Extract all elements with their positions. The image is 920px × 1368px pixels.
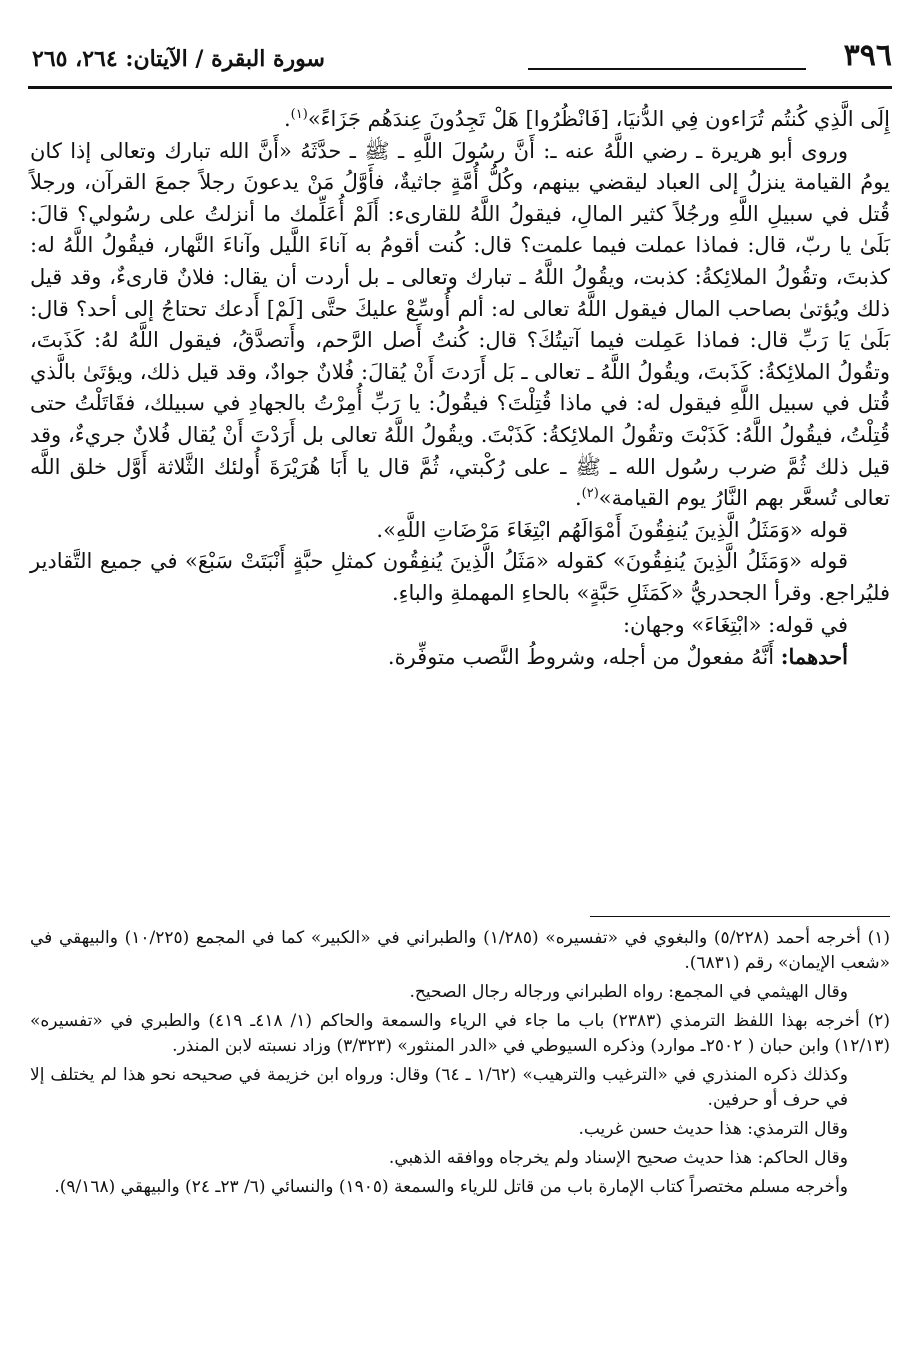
footnote-separator [590,916,890,917]
footnote-2-note-mundhiri: وكذلك ذكره المنذري في «الترغيب والترهيب» (١/٦٢ ـ ٦٤) وقال: ورواه ابن خزيمة في صحيحه نحو هذا لم يختلف إلا في حرف أو حرفين. [30,1065,849,1110]
paragraph-quote-end: إِلَى الَّذِي كُنتُم تُرَاءون فِي الدُّنيَا، [فَانْظُرُوا] هَلْ تَجِدُونَ عِندَهُم جَزَاءً»$^{(١)}$. [283,107,890,131]
footnote-2-note-hakim: وقال الحاكم: هذا حديث صحيح الإسناد ولم يخرجاه ووافقه الذهبي. [388,1148,848,1168]
paragraph-grammar: في قوله: «ابْتِغَاءَ» وجهان: [622,612,848,637]
paragraph-commentary: قوله «وَمَثَلُ الَّذِينَ يُنفِقُونَ» كقوله «مَثَلُ الَّذِينَ يُنفِقُون كمثلِ حبَّةٍ أَنْبَتَتْ سَبْعَ» في جميع التَّقادير فليُراجع. وقرأ الجحدريُّ «كَمَثَلِ حَبَّةٍ» بالحاءِ المهملةِ والباءِ. [30,549,890,605]
page-header [28,36,892,88]
page-number: ٣٩٦ [843,38,892,73]
paragraph-text: وروى أبو هريرة ـ رضي اللَّهُ عنه ـ: أَنَّ رسُولَ اللَّهِ ـ ﷺ ـ حدَّثَهُ «أَنَّ الله تبارك وتعالى إذا كان يومُ القيامة ينزلُ إلى العباد ليقضي بينهم، وكُلُّ أُمَّةٍ جاثيةٌ، فأَوَّلُ مَنْ يدعونَ رجلاً جمعَ القرآن، ورجلاً قُتل في سبيلِ اللَّهِ ورجُلاً كثير المالِ، فيقولُ اللَّهُ للقارىء: أَلَمْ أُعَلِّمك ما أنزلتُ على رسُولي؟ قالَ: بَلَىٰ يا ربّ، قال: فماذا عملت فيما علمت؟ قال: كُنت أقومُ به آناءَ اللَّيل وآناءَ النَّهار، فيقُولُ اللَّهُ له: كذبتَ، وتقُولُ الملائِكةُ: كذبت، ويقُولُ اللَّهُ ـ تبارك وتعالى ـ بل أردت أن يقال: فلانٌ قارىءٌ، وقد قيل ذلك ويُؤتىٰ بصاحب المال فيقول اللَّهُ تعالى له: ألم أُوسِّعْ عليكَ حتَّى [لَمْ] أَدعك تحتاجُ إلى أحد؟ قال: بَلَىٰ يَا رَبِّ قال: فماذا عَمِلت فيما آتيتُكَ؟ قال: كُنتُ أَصل الرَّحم، وأَتصدَّقُ، فيقول اللَّهُ لهُ: كَذَبتَ، وتقُولُ الملائِكةُ: كَذَبتَ، ويقُولُ اللَّهُ ـ تعالى ـ بَل أَرَدتَ أَنْ يُقالَ: فُلانٌ جوادٌ، وقد قيل ذلك، ويؤتَىٰ بالَّذي قُتل في سبيل اللَّهِ فيقول له: في ماذا قُتِلْتَ؟ فيقُولُ: يا رَبِّ أُمِرْتُ بالجهادِ في سبيلك، فقَاتَلْتُ حتى قُتِلْتُ، فيقُولُ اللَّهُ: كَذَبْتَ وتقُولُ الملائِكةُ: كَذَبْتَ. ويقُولُ اللَّهُ تعالى بل أَرَدْتَ أَنْ يُقال فُلانٌ جريءٌ، وقد قيل ذلك ثُمَّ ضرب رسُول الله ـ ﷺ ـ على رُكْبتي، ثُمَّ قال يا أَبَا هُرَيْرَةَ أُولئك الثَّلاثة أَوَّل خلق اللَّه تعالى تُسعَّر بهم النَّارُ يوم القيامة» [30,138,890,511]
paragraph-text: إِلَى الَّذِي كُنتُم تُرَاءون فِي الدُّنيَا، [فَانْظُرُوا] هَلْ تَجِدُونَ عِندَهُم جَزَاءً» [307,107,890,131]
footnote-2: (٢) أخرجه بهذا اللفظ الترمذي (٢٣٨٣) باب ما جاء في الرياء والسمعة والحاكم (١/ ٤١٨ـ ٤١٩) والطبري في «تفسيره» (١٢/١٣) وابن حبان ( ٢٥٠٢ـ موارد) وذكره السيوطي في «الدر المنثور» (٣/٣٢٣) وزاد نسبته لابن المنذر. [30,1011,890,1056]
header-dash-line [528,68,806,70]
header-rule [28,86,892,89]
footnote-1: (١) أخرجه أحمد (٥/٢٢٨) والبغوي في «تفسيره» (١/٢٨٥) والطبراني في «الكبير» كما في المجمع (١٠/٢٢٥) والبيهقي في «شعب الإيمان» رقم (٦٨٣١). [30,928,890,973]
footnote-1-note: وقال الهيثمي في المجمع: رواه الطبراني ورجاله رجال الصحيح. [409,982,848,1002]
footnote-ref-2[interactable]: (٢) [581,486,599,502]
first-view-label: أحدهما: [780,644,848,670]
main-text [30,104,890,674]
footnote-2-note-tirmidhi: وقال الترمذي: هذا حديث حسن غريب. [578,1119,848,1139]
paragraph-hadith: وروى أبو هريرة ـ رضي اللَّهُ عنه ـ: أَنَّ رسُولَ اللَّهِ ـ ﷺ ـ حدَّثَهُ «أَنَّ الله تبارك وتعالى إذا كان يومُ القيامة ينزلُ إلى العباد ليقضي بينهم، وكُلُّ أُمَّةٍ جاثيةٌ، فأَوَّلُ مَنْ يدعونَ رجلاً جمعَ القرآن، ورجلاً قُتل في سبيلِ اللَّهِ ورجُلاً كثير المالِ، فيقولُ اللَّهُ للقارىء: أَلَمْ أُعَلِّمك ما أنزلتُ على رسُولي؟ قالَ: بَلَىٰ يا ربّ، قال: فماذا عملت فيما علمت؟ قال: كُنت أقومُ به آناءَ اللَّيل وآناءَ النَّهار، فيقُولُ اللَّهُ له: كذبتَ، وتقُولُ الملائِكةُ: كذبت، ويقُولُ اللَّهُ ـ تبارك وتعالى ـ بل أردت أن يقال: فلانٌ قارىءٌ، وقد قيل ذلك ويُؤتىٰ بصاحب المال فيقول اللَّهُ تعالى له: ألم أُوسِّعْ عليكَ حتَّى [لَمْ] أَدعك تحتاجُ إلى أحد؟ قال: بَلَىٰ يَا رَبِّ قال: فماذا عَمِلت فيما آتيتُكَ؟ قال: كُنتُ أَصل الرَّحم، وأَتصدَّقُ، فيقول اللَّهُ لهُ: كَذَبتَ، وتقُولُ الملائِكةُ: كَذَبتَ، ويقُولُ اللَّهُ ـ تعالى ـ بَل أَرَدتَ أَنْ يُقالَ: فُلانٌ جوادٌ، وقد قيل ذلك، ويؤتَىٰ بالَّذي قُتل في سبيل اللَّهِ فيقول له: في ماذا قُتِلْتَ؟ فيقُولُ: يا رَبِّ أُمِرْتُ بالجهادِ في سبيلك، فقَاتَلْتُ حتى قُتِلْتُ، فيقُولُ اللَّهُ: كَذَبْتَ وتقُولُ الملائِكةُ: كَذَبْتَ. ويقُولُ اللَّهُ تعالى بل أَرَدْتَ أَنْ يُقال فُلانٌ جريءٌ، وقد قيل ذلك ثُمَّ ضرب رسُول الله ـ ﷺ ـ على رُكْبتي، ثُمَّ قال يا أَبَا هُرَيْرَةَ أُولئك الثَّلاثة أَوَّل خلق اللَّه تعالى تُسعَّر بهم النَّارُ يوم القيامة»$^{(٢)}$. [30,138,890,511]
running-title: سورة البقرة / الآيتان: ٢٦٤، ٢٦٥ [32,46,325,72]
paragraph-verse: قوله «وَمَثَلُ الَّذِينَ يُنفِقُونَ أَمْوَالَهُم ابْتِغَاءَ مَرْضَاتِ اللَّهِ». [376,517,848,542]
footnotes [30,926,890,1204]
footnote-2-note-muslim: وأخرجه مسلم مختصراً كتاب الإمارة باب من قاتل للرياء والسمعة (١٩٠٥) والنسائي (٦/ ٢٣ـ ٢٤) والبيهقي (٩/١٦٨). [54,1177,848,1197]
footnote-ref-1[interactable]: (١) [290,107,308,122]
first-view-text: أَنَّهُ مفعولٌ من أجله، وشروطُ النَّصب متوفِّرة. [387,645,775,670]
paragraph-first-view [30,641,890,674]
